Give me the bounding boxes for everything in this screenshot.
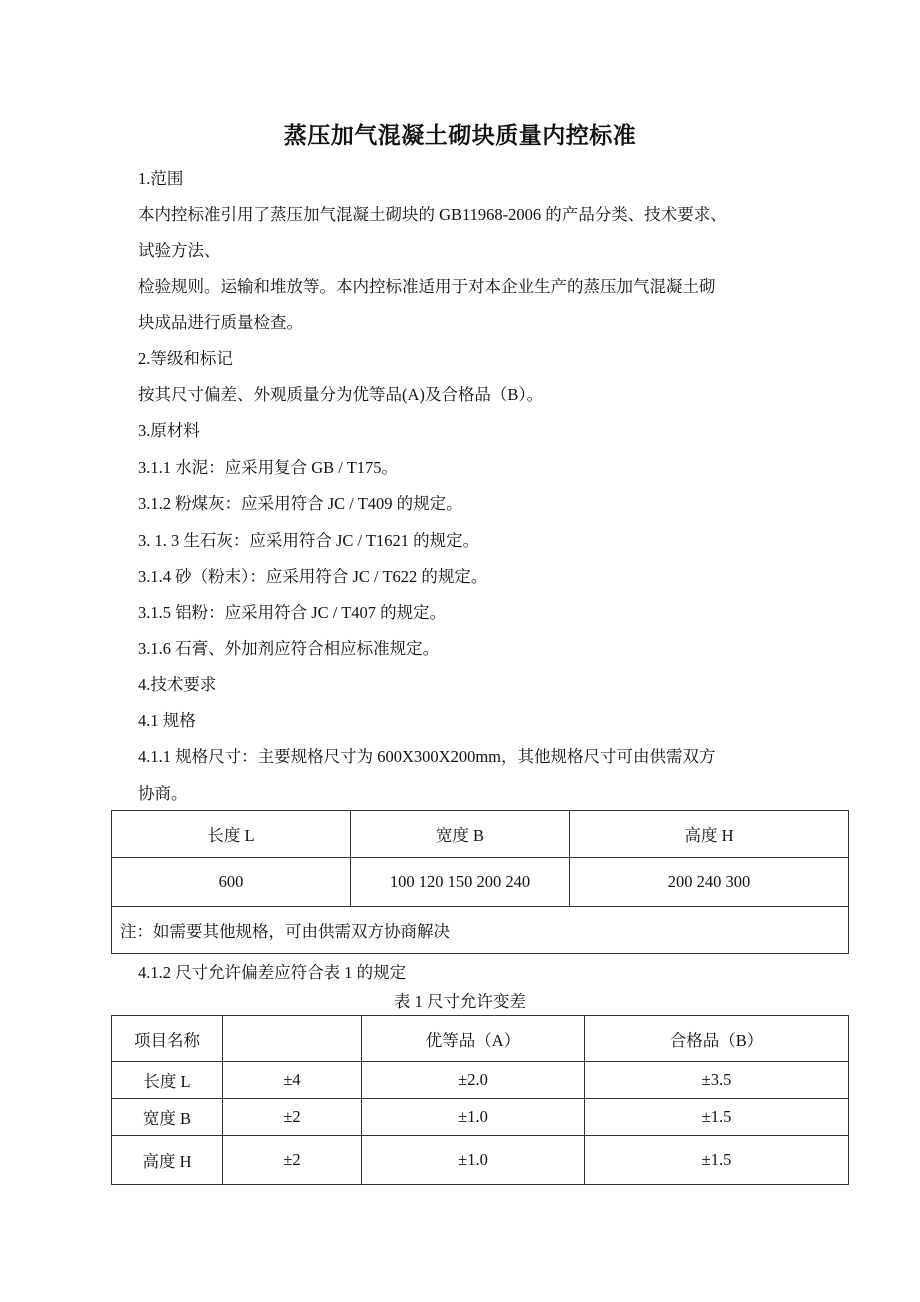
material-flyash: 3.1.2 粉煤灰：应采用符合 JC / T409 的规定。 <box>138 494 463 513</box>
spec-table-note-row <box>112 907 849 954</box>
row-grade-a: ±2.0 <box>362 1062 585 1099</box>
row-grade-a: ±1.0 <box>362 1099 585 1136</box>
row-base: ±2 <box>223 1099 362 1136</box>
grade-text: 按其尺寸偏差、外观质量分为优等品(A)及合格品（B）。 <box>138 385 544 404</box>
material-sand: 3.1.4 砂（粉末）：应采用符合 JC / T622 的规定。 <box>138 567 488 586</box>
scope-text-line-4: 块成品进行质量检查。 <box>138 313 303 332</box>
spec-table-header-row <box>112 811 849 858</box>
scope-text-line-2: 试验方法、 <box>138 241 221 260</box>
section-materials-heading: 3.原材料 <box>138 421 200 440</box>
spec-value-width: 100 120 150 200 240 <box>351 858 570 907</box>
row-base: ±4 <box>223 1062 362 1099</box>
tolerance-header-item: 项目名称 <box>112 1016 223 1062</box>
tolerance-table-caption: 表 1 尺寸允许变差 <box>394 992 526 1011</box>
material-cement: 3.1.1 水泥：应采用复合 GB / T175。 <box>138 458 399 477</box>
scope-text-line-3: 检验规则。运输和堆放等。本内控标准适用于对本企业生产的蒸压加气混凝土砌 <box>138 277 716 296</box>
row-label: 高度 H <box>112 1136 223 1185</box>
spec-table-value-row <box>112 858 849 907</box>
row-base: ±2 <box>223 1136 362 1185</box>
material-lime: 3. 1. 3 生石灰：应采用符合 JC / T1621 的规定。 <box>138 531 480 550</box>
spec-text-line-1: 4.1.1 规格尺寸：主要规格尺寸为 600X300X200mm，其他规格尺寸可由供需双方 <box>138 747 716 766</box>
spec-note: 注：如需要其他规格，可由供需双方协商解决 <box>112 907 849 954</box>
table-row <box>112 1062 849 1099</box>
tolerance-header-grade-a: 优等品（A） <box>362 1016 585 1062</box>
table-row <box>112 1136 849 1185</box>
material-gypsum: 3.1.6 石膏、外加剂应符合相应标准规定。 <box>138 639 440 658</box>
tolerance-table <box>111 1015 849 1185</box>
tolerance-header-row <box>112 1016 849 1062</box>
spec-table <box>111 810 849 954</box>
tolerance-header-grade-b: 合格品（B） <box>585 1016 849 1062</box>
section-scope-heading: 1.范围 <box>138 169 184 188</box>
section-technical-heading: 4.技术要求 <box>138 675 217 694</box>
spec-header-height: 高度 H <box>570 811 849 858</box>
scope-text-line-1: 本内控标准引用了蒸压加气混凝土砌块的 GB11968-2006 的产品分类、技术要求、 <box>138 205 727 224</box>
row-grade-b: ±3.5 <box>585 1062 849 1099</box>
material-aluminum: 3.1.5 铝粉：应采用符合 JC / T407 的规定。 <box>138 603 447 622</box>
spec-header-length: 长度 L <box>112 811 351 858</box>
section-spec-heading: 4.1 规格 <box>138 711 196 730</box>
table-row <box>112 1099 849 1136</box>
row-grade-b: ±1.5 <box>585 1099 849 1136</box>
section-grade-heading: 2.等级和标记 <box>138 349 233 368</box>
row-grade-a: ±1.0 <box>362 1136 585 1185</box>
spec-text-line-2: 协商。 <box>138 784 188 803</box>
spec-value-length: 600 <box>112 858 351 907</box>
tolerance-text: 4.1.2 尺寸允许偏差应符合表 1 的规定 <box>138 963 407 982</box>
row-label: 宽度 B <box>112 1099 223 1136</box>
row-grade-b: ±1.5 <box>585 1136 849 1185</box>
document-title: 蒸压加气混凝土砌块质量内控标准 <box>283 123 637 148</box>
spec-value-height: 200 240 300 <box>570 858 849 907</box>
tolerance-header-blank <box>223 1016 362 1062</box>
spec-header-width: 宽度 B <box>351 811 570 858</box>
row-label: 长度 L <box>112 1062 223 1099</box>
